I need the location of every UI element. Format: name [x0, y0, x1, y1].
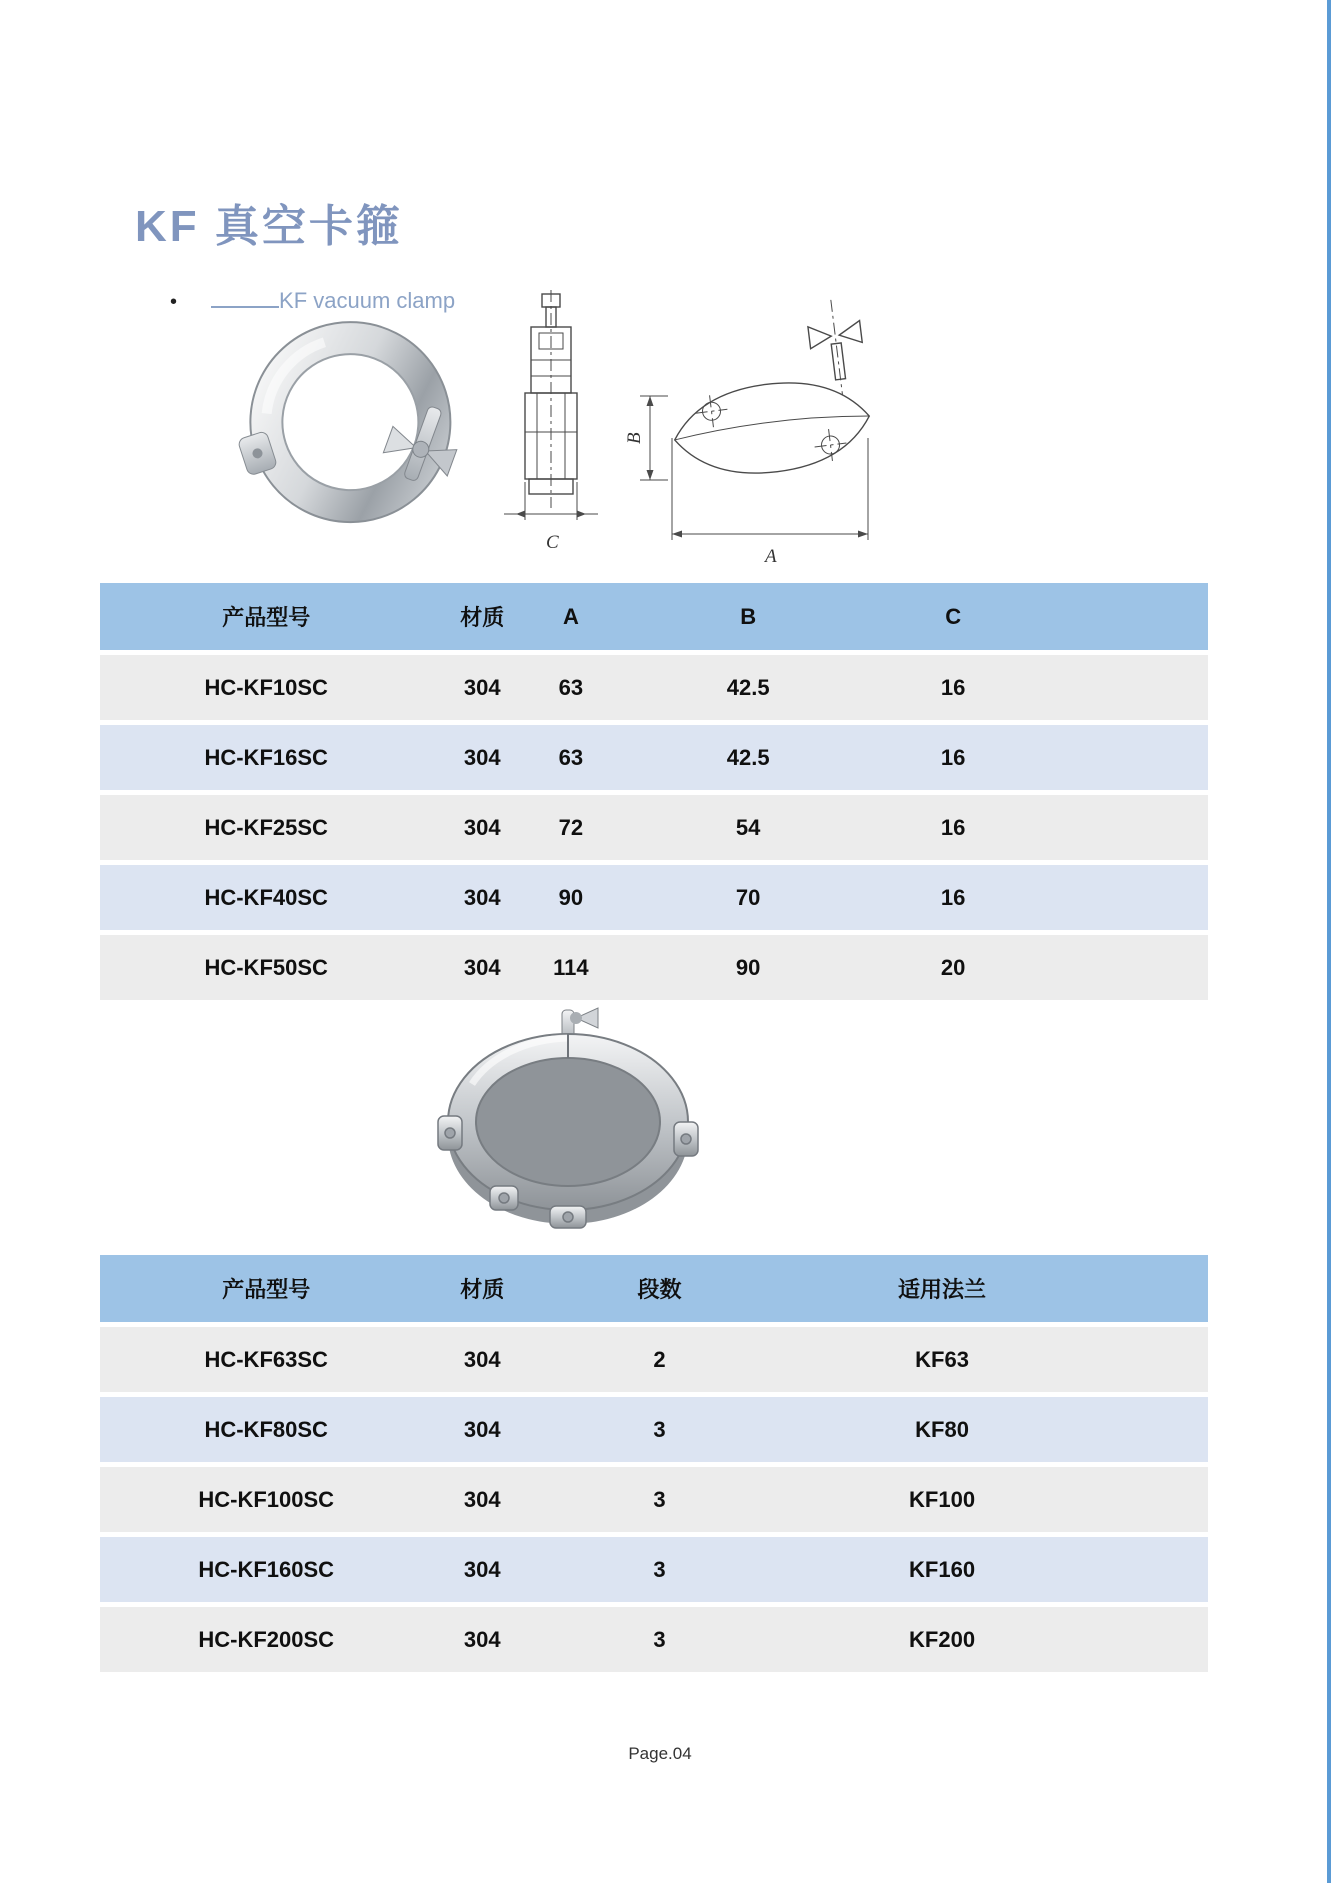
right-edge-accent-line: [1327, 0, 1331, 1883]
table-cell: 304: [463, 1486, 501, 1512]
table-cell: 70: [735, 884, 761, 910]
table-header-row: [100, 583, 1208, 650]
table-row: [100, 1327, 1208, 1392]
front-view-drawing: [622, 288, 880, 576]
table-cell: 304: [463, 1556, 501, 1582]
table-cell: KF80: [915, 1416, 969, 1442]
segment-clamp-product-photo: [432, 1004, 704, 1248]
table-cell: 16: [940, 674, 966, 700]
table-cell: KF100: [909, 1486, 976, 1512]
table-cell: 72: [558, 814, 584, 840]
table-cell: 304: [463, 954, 501, 980]
page-title: KF 真空卡箍: [135, 202, 403, 251]
table-cell: 16: [940, 814, 966, 840]
table-header-row: [100, 1255, 1208, 1322]
table-row: [100, 935, 1208, 1000]
table-cell: 3: [653, 1486, 666, 1512]
table-cell: 16: [940, 884, 966, 910]
column-header: 产品型号: [222, 605, 311, 630]
table-cell: HC-KF80SC: [204, 1416, 328, 1442]
table-cell: 304: [463, 1346, 501, 1372]
column-header: 段数: [637, 1277, 682, 1302]
side-view-drawing: [500, 286, 602, 574]
table-row: [100, 865, 1208, 930]
table-cell: 42.5: [726, 674, 770, 700]
clamp-product-photo: [222, 288, 480, 560]
table-cell: 2: [653, 1346, 666, 1372]
table-cell: 16: [940, 744, 966, 770]
table-cell: 304: [463, 884, 501, 910]
column-header: 材质: [460, 1277, 505, 1302]
table-cell: 90: [558, 884, 584, 910]
spec-table-dimensions: [100, 583, 1208, 1005]
table-cell: 114: [553, 954, 589, 980]
table-cell: 304: [463, 744, 501, 770]
table-row: [100, 1607, 1208, 1672]
table-cell: 3: [653, 1416, 666, 1442]
table-row: [100, 655, 1208, 720]
table-cell: 54: [735, 814, 761, 840]
column-header: 产品型号: [222, 1277, 311, 1302]
table-cell: KF200: [909, 1626, 976, 1652]
table-cell: 63: [558, 744, 584, 770]
table-cell: 304: [463, 674, 501, 700]
table-cell: HC-KF40SC: [204, 884, 328, 910]
table-cell: KF160: [909, 1556, 976, 1582]
column-header: 适用法兰: [898, 1277, 987, 1302]
table-cell: 90: [735, 954, 761, 980]
table-row: [100, 725, 1208, 790]
table-cell: HC-KF16SC: [204, 744, 328, 770]
table-cell: 304: [463, 814, 501, 840]
column-header: B: [740, 603, 757, 629]
table-cell: HC-KF100SC: [198, 1486, 335, 1512]
table-cell: KF63: [915, 1346, 969, 1372]
table-cell: 3: [653, 1556, 666, 1582]
table-cell: 304: [463, 1626, 501, 1652]
table-cell: 304: [463, 1416, 501, 1442]
table-row: [100, 795, 1208, 860]
table-cell: 3: [653, 1626, 666, 1652]
column-header: C: [945, 603, 962, 629]
table-cell: HC-KF50SC: [204, 954, 328, 980]
spec-table-segments: [100, 1255, 1208, 1677]
table-row: [100, 1397, 1208, 1462]
table-cell: 20: [940, 954, 966, 980]
column-header: 材质: [460, 605, 505, 630]
page-number: Page.04: [628, 1744, 692, 1763]
column-header: A: [562, 603, 579, 629]
bullet-label: KF vacuum clamp: [279, 288, 456, 313]
dim-label-a: A: [765, 546, 777, 567]
table-row: [100, 1467, 1208, 1532]
table-cell: HC-KF160SC: [198, 1556, 335, 1582]
dim-label-b: B: [624, 432, 645, 444]
table-cell: HC-KF10SC: [204, 674, 328, 700]
table-cell: 63: [558, 674, 584, 700]
table-cell: 42.5: [726, 744, 770, 770]
bullet-icon: •: [170, 291, 178, 313]
table-cell: HC-KF25SC: [204, 814, 328, 840]
table-cell: HC-KF63SC: [204, 1346, 328, 1372]
dim-label-c: C: [546, 532, 559, 553]
table-cell: HC-KF200SC: [198, 1626, 335, 1652]
table-row: [100, 1537, 1208, 1602]
